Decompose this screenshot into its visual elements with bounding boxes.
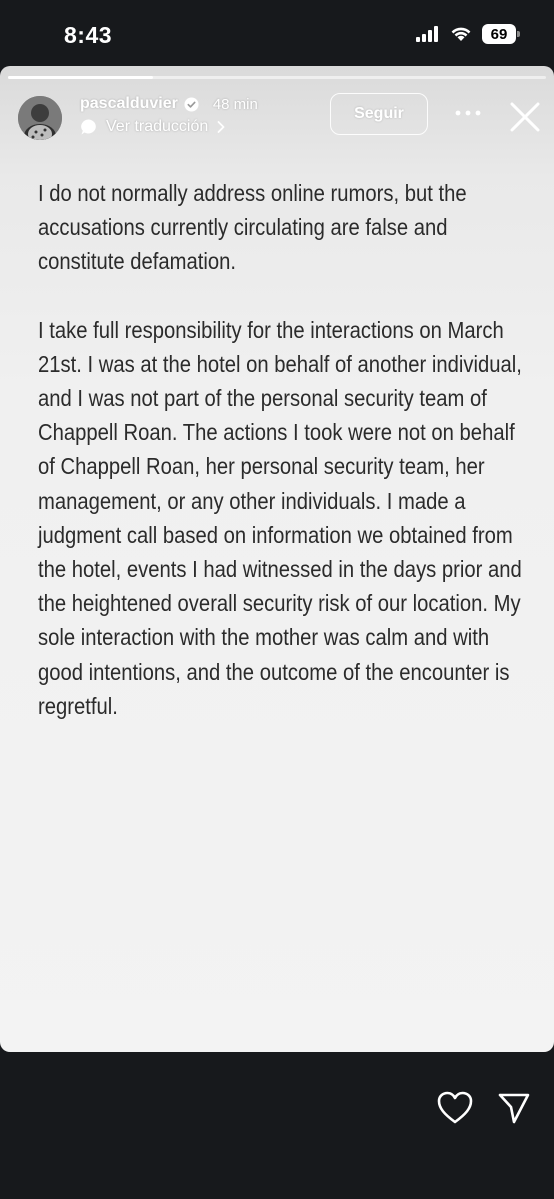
- battery-icon: [482, 24, 516, 44]
- story-bottom-bar: [0, 1052, 554, 1199]
- translate-label: Ver traducción: [106, 118, 209, 135]
- more-options-button[interactable]: [450, 98, 486, 128]
- send-icon: [496, 1090, 532, 1126]
- signal-bars-icon: [416, 26, 440, 42]
- close-icon: [506, 98, 544, 136]
- story-paragraph-1: I do not normally address online rumors, but the accusations currently circulating are false and constitute defamation.: [38, 180, 467, 275]
- follow-button[interactable]: Seguir: [330, 93, 428, 135]
- more-dots-icon: [455, 110, 481, 116]
- username[interactable]: pascalduvier: [80, 95, 178, 112]
- translate-link[interactable]: [80, 118, 226, 136]
- story-paragraph-2: I take full responsibility for the interactions on March 21st. I was at the hotel on behalf of another individual, and I was not part of the personal security team of Chappell Roan. The actions I took were not on behalf of Chappell Roan, her personal security team, her management, or any other individuals. I made a judgment call based on information we obtained from the hotel, events I had witnessed in the days prior and the heightened overall security risk of our location. My sole interaction with the mother was calm and with good intentions, and the outcome of the encounter is regretful.: [38, 316, 522, 719]
- chevron-right-icon: [216, 120, 226, 134]
- status-time: 8:43: [64, 22, 113, 48]
- story-card[interactable]: [0, 66, 554, 1052]
- wifi-icon: [450, 26, 472, 42]
- status-icons: [416, 24, 516, 44]
- battery-level: 69: [490, 25, 508, 43]
- post-time: 48 min: [212, 95, 258, 113]
- story-header: [0, 88, 554, 148]
- translate-bubble-icon: [80, 118, 98, 136]
- story-progress-fill: [8, 76, 153, 79]
- share-button[interactable]: [496, 1090, 532, 1126]
- close-button[interactable]: [506, 98, 544, 136]
- verified-badge-icon: [184, 97, 199, 112]
- story-progress-bar: [8, 76, 546, 79]
- status-bar: [0, 0, 554, 66]
- story-text: [38, 176, 522, 757]
- avatar[interactable]: [18, 96, 62, 140]
- username-row: [80, 95, 258, 113]
- heart-icon: [436, 1090, 474, 1126]
- like-button[interactable]: [436, 1090, 474, 1126]
